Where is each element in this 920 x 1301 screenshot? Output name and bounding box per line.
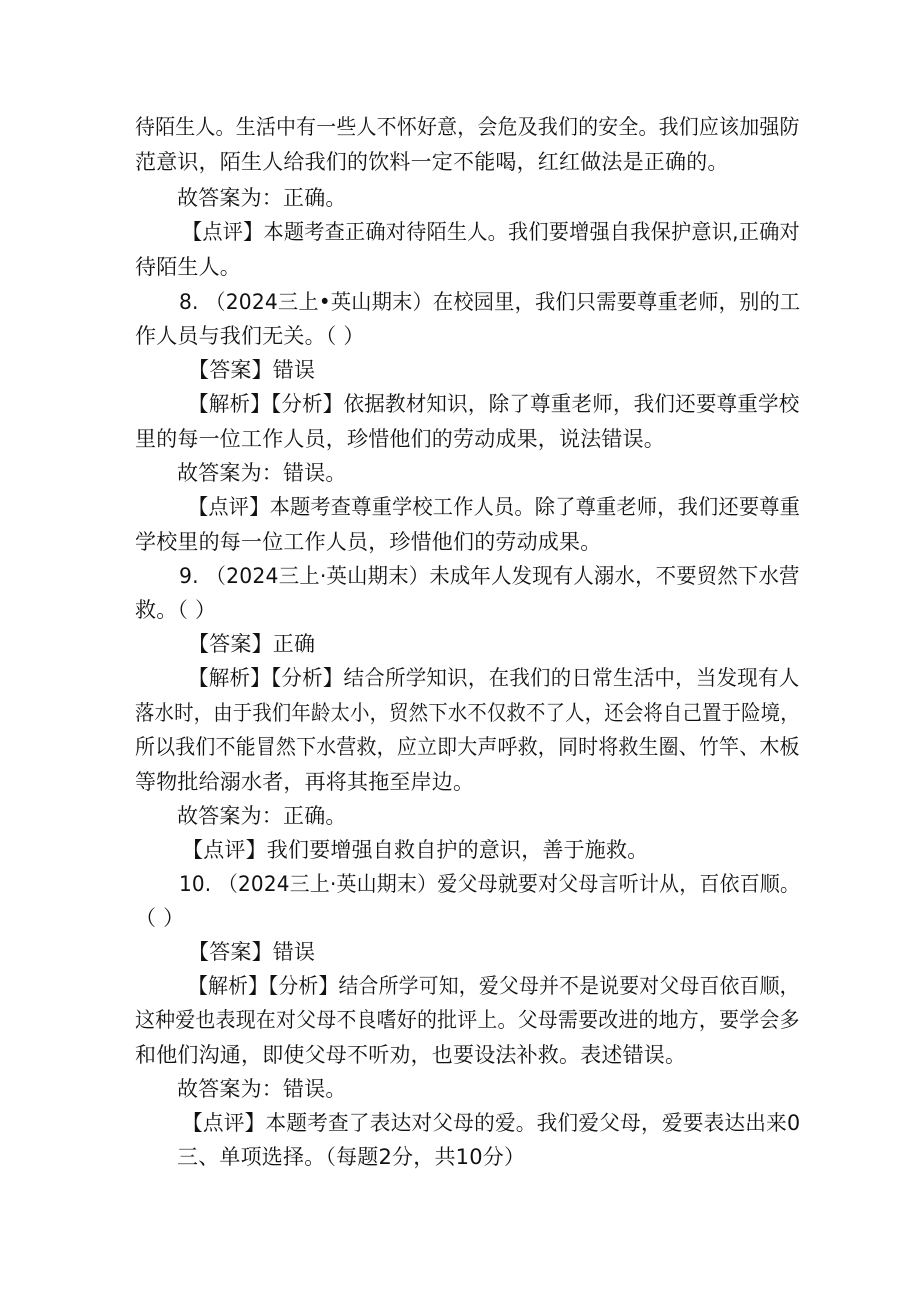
final-answer-line: 故答案为：错误。 [177,461,347,485]
analysis-line: 里的每一位工作人员，珍惜他们的劳动成果，说法错误。 [135,427,665,451]
text-line: 【点评】本题考查正确对待陌生人。我们要增强自我保护意识,正确对 [182,220,800,244]
comment-line: 【点评】本题考查了表达对父母的爱。我们爱父母，爱要表达出来0 [182,1111,801,1135]
question-10-line: （ ） [135,906,185,930]
section-heading: 三、单项选择。（每题2分，共10分） [177,1145,526,1169]
analysis-line: 和他们沟通，即使父母不听劝，也要设法补救。表述错误。 [135,1043,687,1067]
answer-line: 【答案】正确 [188,632,316,656]
question-10-line: 10. （2024三上·英山期末）爱父母就要对父母言听计从，百依百顺。 [179,872,801,896]
answer-line: 【答案】错误 [188,940,316,964]
text-line: 待陌生人。 [135,255,241,279]
comment-line: 【点评】我们要增强自救自护的意识，善于施救。 [182,838,649,862]
text-line: 范意识，陌生人给我们的饮料一定不能喝，红红做法是正确的。 [135,150,729,174]
comment-line: 学校里的每一位工作人员，珍惜他们的劳动成果。 [135,530,602,554]
analysis-line: 【解析】【分析】结合所学知识，在我们的日常生活中，当发现有人 [188,666,800,690]
final-answer-line: 故答案为：错误。 [177,1077,347,1101]
analysis-line: 这种爱也表现在对父母不良嗜好的批评上。父母需要改进的地方，要学会多 [135,1008,800,1032]
analysis-line: 落水时，由于我们年龄太小，贸然下水不仅救不了人，还会将自己置于险境， [135,701,800,725]
question-8-line: 8. （2024三上•英山期末）在校园里，我们只需要尊重老师，别的工 [179,290,801,314]
analysis-line: 所以我们不能冒然下水营救，应立即大声呼救，同时将救生圈、竹竿、木板 [135,735,800,759]
text-line: 故答案为：正确。 [177,186,347,210]
question-9-line: 9. （2024三上·英山期末）未成年人发现有人溺水，不要贸然下水营 [179,564,800,588]
analysis-line: 等物批给溺水者，再将其拖至岸边。 [135,770,475,794]
question-9-line: 救。（ ） [135,598,217,622]
analysis-line: 【解析】【分析】依据教材知识，除了尊重老师，我们还要尊重学校 [188,392,800,416]
question-8-line: 作人员与我们无关。（ ） [135,324,365,348]
analysis-line: 【解析】【分析】结合所学可知，爱父母并不是说要对父母百依百顺， [188,974,800,998]
comment-line: 【点评】本题考查尊重学校工作人员。除了尊重老师，我们还要尊重 [188,495,801,519]
text-line: 待陌生人。生活中有一些人不怀好意，会危及我们的安全。我们应该加强防 [135,115,800,139]
answer-line: 【答案】错误 [188,358,316,382]
final-answer-line: 故答案为：正确。 [177,804,347,828]
